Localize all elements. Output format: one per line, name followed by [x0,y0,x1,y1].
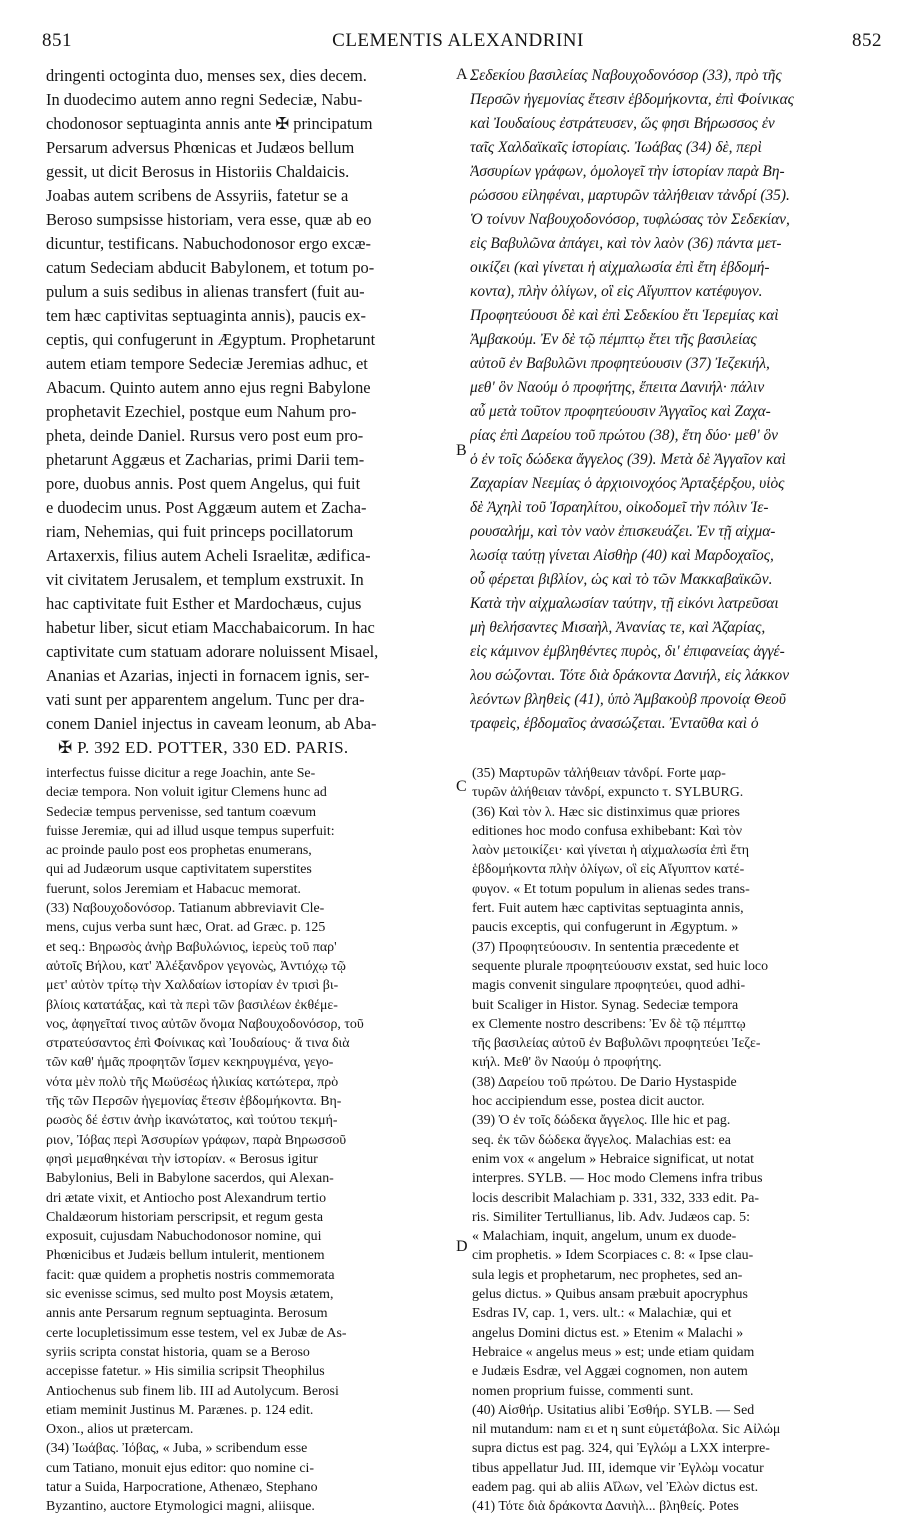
latin-text-line: In duodecimo autem anno regni Sedeciæ, Nabu- [46,90,363,109]
latin-text-line: gessit, ut dicit Berosus in Historiis Chaldaicis. [46,162,350,181]
greek-text-column [470,64,880,736]
note-line-left: ριον, Ἰόβας περὶ Ἀσσυρίων γράφων, παρὰ Βηρωσσοῦ [46,1132,347,1148]
note-line-left: μετ' αὐτὸν τρίτῳ τὴν Χαλδαίων ἱστορίαν ἐν τρισὶ βι- [46,978,339,994]
note-line-right: Esdras IV, cap. 1, vers. ult.: « Malachiæ, qui et [472,1306,732,1322]
potter-edition-note: ✠ P. 392 ED. POTTER, 330 ED. PARIS. [58,738,349,757]
note-line-left: Oxon., alios ut prætercam. [46,1422,194,1438]
note-line-left: (34) Ἰωάβας. Ἰόβας, « Juba, » scribendum esse [46,1441,308,1457]
note-line-left: deciæ tempora. Non voluit igitur Clemens hunc ad [46,785,327,801]
note-line-left: facit: quæ quidem a prophetis nostris commemorata [46,1267,335,1283]
note-line-left: φησὶ μεμαθηκέναι τὴν ἱστορίαν. « Berosus igitur [46,1151,318,1167]
latin-text-line: autem etiam tempore Sedeciæ Jeremias adhuc, et [46,354,368,373]
greek-text-line: οικίζει (καὶ γίνεται ἡ αἰχμαλωσία ἐπὶ ἔτη ἑβδομή- [470,259,770,276]
latin-text-line: vati sunt per apparentem angelum. Tunc per dra- [46,690,365,709]
latin-text-line: vit civitatem Jerusalem, et templum exstruxit. In [46,570,364,589]
notes-right-column [472,764,882,1517]
greek-text-line: Ὁ τοίνυν Ναβουχοδονόσορ, τυφλώσας τὸν Σεδεκίαν, [470,211,790,228]
latin-text-line: chodonosor septuaginta annis ante ✠ principatum [46,114,373,133]
latin-text-line: hac captivitate fuit Esther et Mardochæus, cujus [46,594,362,613]
note-line-right: (38) Δαρείου τοῦ πρώτου. De Dario Hystaspide [472,1074,737,1090]
margin-letter-c: C [456,778,467,795]
greek-text-line: Σεδεκίου βασιλείας Ναβουχοδονόσορ (33), πρὸ τῆς [470,67,782,84]
note-line-left: interfectus fuisse dicitur a rege Joachin, ante Se- [46,766,316,781]
notes-left-column [46,764,456,1517]
note-line-right: fert. Fuit autem hæc captivitas septuaginta annis, [472,901,744,917]
note-line-left: νος, ἀφηγεῖταί τινος αὐτῶν ὄνομα Ναβουχοδονόσορ, τοῦ [46,1016,364,1032]
greek-text-line: τραφεὶς, ἑβδομαῖος ἀνασώζεται. Ἐνταῦθα καὶ ὁ [470,715,759,732]
note-line-right: eadem pag. qui ab aliis Αἴλων, vel Ἐλὼν dictus est. [472,1479,759,1495]
latin-text-line: Joabas autem scribens de Assyriis, fatetur se a [46,186,349,205]
note-line-left: Antiochenus sub finem lib. III ad Autolycum. Berosi [46,1383,339,1399]
note-line-left: etiam meminit Justinus M. Parænes. p. 124 edit. [46,1402,314,1418]
left-page-number: 851 [42,30,72,51]
note-line-left: Sedeciæ tempus pervenisse, sed tantum coævum [46,804,317,820]
greek-text-line: κοντα), πλὴν ὀλίγων, οἳ εἰς Αἴγυπτον κατέφυγον. [470,283,763,300]
latin-text-line: pore, duobus annis. Post quem Angelus, qui fuit [46,474,361,493]
note-line-left: dri ætate vixit, et Antiocho post Alexandrum tertio [46,1190,327,1206]
latin-text-column [46,64,454,736]
note-line-left: αὐτοῖς Βήλου, κατ' Ἀλέξανδρον γεγονὼς, Ἀντιόχῳ τῷ [46,958,346,974]
note-line-right: (35) Μαρτυρῶν τἀλήθειαν τἀνδρί. Forte μαρ- [472,766,726,781]
note-line-right: magis convenit singulare προφητεύει, quod adhi- [472,978,746,994]
note-line-right: Hebraice « angelus meus » est; unde etiam quidam [472,1344,755,1360]
latin-text-line: Ananias et Azarias, injecti in fornacem ignis, ser- [46,666,370,685]
note-line-left: τῆς τῶν Περσῶν ἡγεμονίας ἔτεσιν ἑβδομήκοντα. Βη- [46,1094,342,1110]
note-line-right: editiones hoc modo confusa exhibebant: Καὶ τὸν [472,823,743,839]
note-line-right: angelus Domini dictus est. » Etenim « Malachi » [472,1325,744,1341]
latin-text-line: Beroso sumpsisse historiam, vera esse, quæ ab eo [46,210,372,229]
note-line-right: ex Clemente nostro describens: Ἐν δὲ τῷ πέμπτῳ [472,1016,746,1032]
right-page-number: 852 [852,30,882,51]
greek-text-line: μεθ' ὃν Ναούμ ὁ προφήτης, ἔπειτα Δανιήλ· πάλιν [470,379,765,396]
greek-text-line: Προφητεύουσι δὲ καὶ ἐπὶ Σεδεκίου ἔτι Ἱερεμίας καὶ [470,307,779,324]
note-line-right: e Judæis Esdræ, vel Aggæi cognomen, non autem [472,1364,748,1380]
note-line-left: Byzantino, auctore Etymologici magni, aliisque. [46,1499,315,1515]
note-line-right: κιήλ. Μεθ' ὃν Ναούμ ὁ προφήτης. [472,1055,662,1071]
note-line-right: λαὸν μετοικίζει· καὶ γίνεται ἡ αἰχμαλωσία ἐπὶ ἔτη [472,843,750,859]
greek-text-line: λου σώζονται. Τότε διὰ δράκοντα Δανιήλ, εἰς λάκκον [470,667,790,684]
greek-text-line: ρώσσου εἰληφέναι, μαρτυρῶν τἀλήθειαν τἀνδρί (35). [470,187,790,204]
note-line-left: βλίοις κατατάξας, καὶ τὰ περὶ τῶν βασιλέων ἐκθέμε- [46,997,338,1013]
greek-text-line: Κατὰ τὴν αἰχμαλωσίαν ταύτην, τῇ εἰκόνι λατρεῦσαι [470,595,779,612]
latin-text-line: prophetavit Ezechiel, postque eum Nahum pro- [46,402,357,421]
note-line-right: gelus dictus. » Quibus ansam præbuit apocryphus [472,1287,748,1303]
greek-text-line: ὁ ἐν τοῖς δώδεκα ἄγγελος (39). Μετὰ δὲ Ἀγγαῖον καὶ [470,451,786,468]
note-line-left: accepisse fatetur. » His similia scripsit Theophilus [46,1364,325,1380]
note-line-left: certe locupletissimum esse testem, vel ex Jubæ de As- [46,1325,347,1341]
note-line-left: τῶν καθ' ἡμᾶς προφητῶν ἴσμεν κεκηρυγμένα, γεγο- [46,1055,334,1071]
note-line-right: ris. Similiter Tertullianus, lib. Adv. Judæos cap. 5: [472,1209,750,1225]
greek-text-line: εἰς κάμινον ἐμβληθέντες πυρὸς, δι' ἐπιφανείας ἀγγέ- [470,643,785,660]
note-line-left: et seq.: Βηρωσὸς ἀνὴρ Βαβυλώνιος, ἱερεὺς τοῦ παρ' [46,939,337,955]
note-line-right: locis describit Malachiam p. 331, 332, 333 edit. Pa- [472,1190,760,1206]
note-line-left: qui ad Judæorum usque captivitatem superstites [46,862,312,878]
note-line-left: exposuit, cujusdam Nabuchodonosor nomine, qui [46,1229,322,1245]
note-line-left: ρωσὸς δέ ἐστιν ἀνὴρ ἱκανώτατος, καὶ τούτου τεκμή- [46,1113,338,1129]
note-line-right: (39) Ὁ ἐν τοῖς δώδεκα ἄγγελος. Ille hic et pag. [472,1113,731,1129]
page-header [0,4,916,51]
note-line-left: (33) Ναβουχοδονόσορ. Tatianum abbreviavit Cle- [46,901,325,917]
latin-text-line: pheta, deinde Daniel. Rursus vero post eum pro- [46,426,364,445]
latin-text-line: pulum a suis sedibus in alienas transfert (fuit au- [46,282,365,301]
note-line-left: ac proinde paulo post eos prophetas enumerans, [46,843,312,859]
note-line-right: « Malachiam, inquit, angelum, unum ex duode- [472,1229,737,1245]
note-line-left: annis ante Persarum regnum septuaginta. Berosum [46,1306,328,1322]
latin-text-line: captivitate cum statuam adorare noluissent Misael, [46,642,379,661]
margin-letter-b: B [456,442,467,459]
greek-text-line: ρίας ἐπὶ Δαρείου τοῦ πρώτου (38), ἔτη δύο· μεθ' ὃν [470,427,778,444]
note-line-right: (36) Καὶ τὸν λ. Hæc sic distinximus quæ priores [472,804,740,820]
note-line-right: hoc accipiendum esse, postea dicit auctor. [472,1094,705,1110]
note-line-left: mens, cujus verba sunt hæc, Orat. ad Græc. p. 125 [46,920,326,936]
note-line-left: tatur a Suida, Harpocratione, Athenæo, Stephano [46,1479,318,1495]
note-line-right: nil mutandum: nam ει et η sunt εὐμετάβολα. Sic Αἰλώμ [472,1422,781,1438]
greek-text-line: Περσῶν ἡγεμονίας ἔτεσιν ἑβδομήκοντα, ἐπὶ Φοίνικας [470,91,794,108]
note-line-right: supra dictus est pag. 324, qui Ἐγλώμ a LXX interpre- [472,1441,770,1457]
note-line-left: στρατεύσαντος ἐπὶ Φοίνικας καὶ Ἰουδαίους· ἅ τινα διὰ [46,1036,350,1052]
greek-text-line: οὗ φέρεται βιβλίον, ὡς καὶ τὸ τῶν Μακκαβαϊκῶν. [470,571,773,588]
latin-text-line: e duodecim unus. Post Aggæum autem et Zacha- [46,498,367,517]
greek-text-line: καὶ Ἰουδαίους ἐστράτευσεν, ὥς φησι Βήρωσσος ἐν [470,115,775,132]
note-line-right: nomen proprium fuisse, commenti sunt. [472,1383,694,1399]
note-line-left: sic evenisse scimus, sed multo post Moysis ætatem, [46,1287,334,1303]
note-line-right: (41) Τότε διὰ δράκοντα Δανιὴλ... βληθείς. Potes [472,1499,739,1515]
greek-text-line: Ἀσσυρίων γράφων, ὁμολογεῖ τὴν ἱστορίαν παρὰ Βη- [470,163,785,180]
note-line-right: sula legis et prophetarum, nec prophetes, sed an- [472,1267,743,1283]
latin-text-line: Artaxerxis, filius autem Acheli Israelitæ, ædifica- [46,546,371,565]
latin-text-line: catum Sedeciam abducit Babylonem, et totum po- [46,258,375,277]
note-line-right: ἑβδομήκοντα πλὴν ὀλίγων, οἳ εἰς Αἴγυπτον κατέ- [472,862,745,878]
latin-text-line: Abacum. Quinto autem anno ejus regni Babylone [46,378,371,397]
greek-text-line: Ἀμβακούμ. Ἐν δὲ τῷ πέμπτῳ ἔτει τῆς βασιλείας [470,331,757,348]
note-line-left: fuerunt, solos Jeremiam et Habacuc memorat. [46,881,301,897]
note-line-left: Babylonius, Beli in Babylone sacerdos, qui Alexan- [46,1171,334,1187]
latin-text-line: riam, Nehemias, qui fuit princeps pocillatorum [46,522,354,541]
note-line-right: sequente plurale προφητεύουσιν exstat, sed huic loco [472,958,769,974]
latin-text-line: conem Daniel injectus in caveam leonum, ab Aba- [46,714,377,733]
latin-text-line: tem hæc captivitas septuaginta annis), paucis ex- [46,306,366,325]
note-line-left: Phœnicibus et Judæis bellum intulerit, mentionem [46,1248,325,1264]
note-line-left: Chaldæorum historiam perscripsit, et regum gesta [46,1209,323,1225]
greek-text-line: λεόντων βληθεὶς (41), ὑπὸ Ἀμβακοὺβ προνοίᾳ Θεοῦ [470,691,786,708]
note-line-right: buit Scaliger in Histor. Synag. Sedeciæ tempora [472,997,739,1013]
note-line-right: (40) Αἰσθήρ. Usitatius alibi Ἐσθήρ. SYLB. — Sed [472,1402,755,1418]
latin-text-line: phetarunt Aggæus et Zacharias, primi Darii tem- [46,450,365,469]
note-line-right: interpres. SYLB. — Hoc modo Clemens infra tribus [472,1171,763,1187]
note-line-right: seq. ἐκ τῶν δώδεκα ἄγγελος. Malachias est: ea [472,1132,731,1148]
note-line-left: syriis scripta constat historia, quam se a Beroso [46,1344,310,1360]
margin-letter-d: D [456,1238,468,1255]
latin-text-line: dringenti octoginta duo, menses sex, dies decem. [46,66,367,85]
latin-text-line: dicuntur, testificans. Nabuchodonosor ergo excæ- [46,234,371,253]
running-title: CLEMENTIS ALEXANDRINI [332,30,584,51]
greek-text-line: Ζαχαρίαν Νεεμίας ὁ ἀρχιοινοχόος Ἀρταξέρξου, υἱὸς [470,475,785,492]
greek-text-line: μὴ θελήσαντες Μισαὴλ, Ἀνανίας τε, καὶ Ἀζαρίας, [470,619,766,636]
greek-text-line: ρουσαλήμ, καὶ τὸν ναὸν ἐπισκευάζει. Ἐν τῇ αἰχμα- [470,523,776,540]
note-line-right: τῆς βασιλείας αὐτοῦ ἐν Βαβυλῶνι προφητεύει Ἰεζε- [472,1036,761,1052]
note-line-right: τυρῶν ἀλήθειαν τἀνδρί, expuncto τ. SYLBURG. [472,785,744,801]
greek-text-line: δὲ Ἀχηλὶ τοῦ Ἰσραηλίτου, οἰκοδομεῖ τὴν πόλιν Ἱε- [470,499,769,516]
greek-text-line: ταῖς Χαλδαϊκαῖς ἱστορίαις. Ἰωάβας (34) δὲ, περὶ [470,139,762,156]
note-line-right: enim vox « angelum » Hebraice significat, ut notat [472,1151,754,1167]
latin-text-line: Persarum adversus Phœnicas et Judæos bellum [46,138,355,157]
note-line-right: (37) Προφητεύουσιν. In sententia præcedente et [472,939,740,955]
greek-text-line: λωσίᾳ ταύτῃ γίνεται Αἰσθὴρ (40) καὶ Μαρδοχαῖος, [470,547,774,564]
note-line-right: tibus appellatur Jud. III, idemque vir Ἐγλὼμ vocatur [472,1460,764,1476]
latin-text-line: habetur liber, sicut etiam Macchabaicorum. In hac [46,618,375,637]
note-line-left: cum Tatiano, monuit ejus editor: quo nomine ci- [46,1460,315,1476]
note-line-right: cim prophetis. » Idem Scorpiaces c. 8: « Ipse clau- [472,1248,754,1264]
greek-text-line: αὖ μετὰ τοῦτον προφητεύουσιν Ἀγγαῖος καὶ Ζαχα- [470,403,771,420]
note-line-left: fuisse Jeremiæ, qui ad illud usque tempus superfuit: [46,823,335,839]
note-line-right: paucis exceptis, qui confugerunt in Ægyptum. » [472,920,739,936]
greek-text-line: εἰς Βαβυλῶνα ἀπάγει, καὶ τὸν λαὸν (36) πάντα μετ- [470,235,782,252]
note-line-right: φυγον. « Et totum populum in alienas sedes trans- [472,881,750,897]
note-line-left: νότα μὲν πολὺ τῆς Μωϋσέως ἡλικίας κατώτερα, πρὸ [46,1074,339,1090]
latin-text-line: ceptis, qui confugerunt in Ægyptum. Prophetarunt [46,330,376,349]
greek-text-line: αὐτοῦ ἐν Βαβυλῶνι προφητεύουσιν (37) Ἰεζεκιήλ, [470,355,770,372]
margin-letter-a: A [456,66,468,83]
